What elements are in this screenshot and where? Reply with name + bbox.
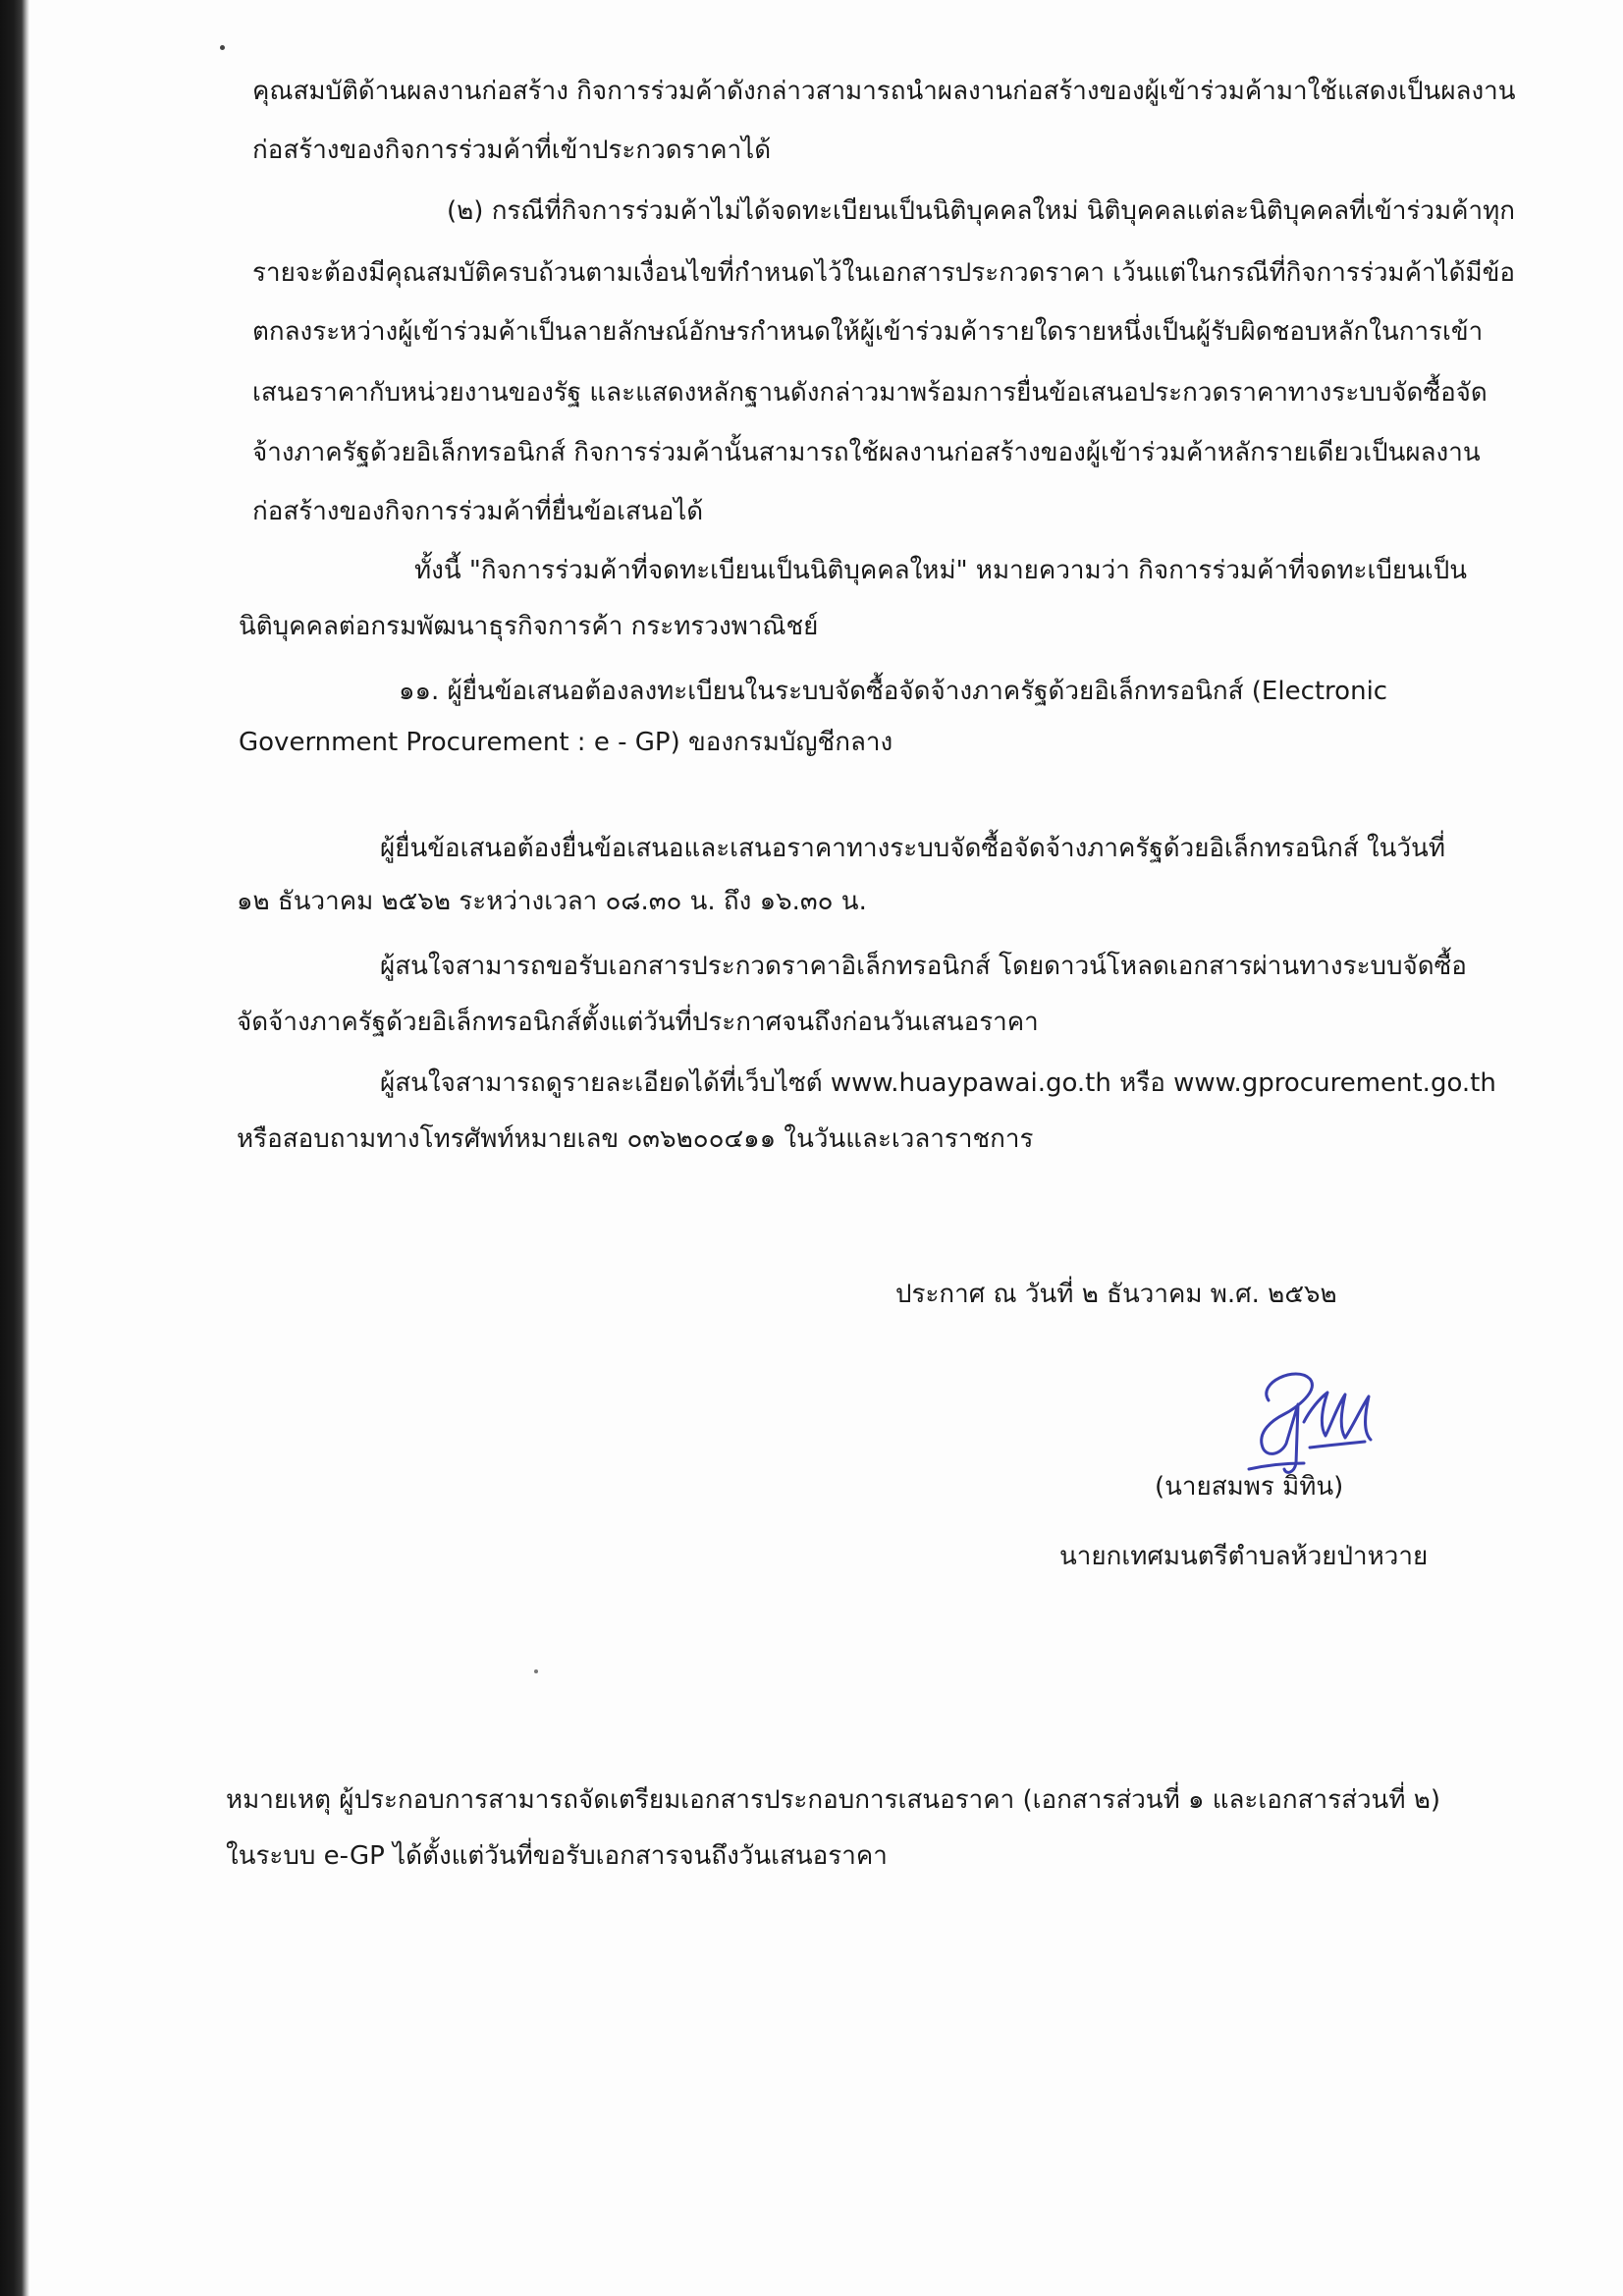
body-line: เสนอราคากับหน่วยงานของรัฐ และแสดงหลักฐานดังกล่าวมาพร้อมการยื่นข้อเสนอประกวดราคาทางระบบจัดซื้อจัด [252,378,1488,408]
body-line: นิติบุคคลต่อกรมพัฒนาธุรกิจการค้า กระทรวงพาณิชย์ [239,612,819,641]
signer-name: (นายสมพร มิทิน) [1155,1472,1344,1502]
body-line: คุณสมบัติด้านผลงานก่อสร้าง กิจการร่วมค้าดังกล่าวสามารถนำผลงานก่อสร้างของผู้เข้าร่วมค้ามาใช้แสดงเป็นผลงาน [252,77,1516,106]
body-line: ผู้สนใจสามารถดูรายละเอียดได้ที่เว็บไซต์ www.huaypawai.go.th หรือ www.gprocurement.go.th [380,1068,1496,1098]
body-line: รายจะต้องมีคุณสมบัติครบถ้วนตามเงื่อนไขที่กำหนดไว้ในเอกสารประกวดราคา เว้นแต่ในกรณีที่กิจการร่วมค้าได้มีข้อ [252,258,1516,288]
body-line: ก่อสร้างของกิจการร่วมค้าที่เข้าประกวดราคาได้ [252,136,772,165]
body-line: ผู้สนใจสามารถขอรับเอกสารประกวดราคาอิเล็กทรอนิกส์ โดยดาวน์โหลดเอกสารผ่านทางระบบจัดซื้อ [380,952,1467,981]
announce-date: ประกาศ ณ วันที่ ๒ ธันวาคม พ.ศ. ๒๕๖๒ [895,1280,1337,1309]
signature-image [1227,1353,1384,1481]
body-line: ๑๑. ผู้ยื่นข้อเสนอต้องลงทะเบียนในระบบจัดซื้อจัดจ้างภาครัฐด้วยอิเล็กทรอนิกส์ (Electronic [399,677,1388,706]
body-line: ผู้ยื่นข้อเสนอต้องยื่นข้อเสนอและเสนอราคาทางระบบจัดซื้อจัดจ้างภาครัฐด้วยอิเล็กทรอนิกส์ ในวันที่ [380,834,1445,863]
signer-position: นายกเทศมนตรีตำบลห้วยป่าหวาย [1059,1542,1429,1571]
scan-speck [534,1669,538,1673]
body-line: ๑๒ ธันวาคม ๒๕๖๒ ระหว่างเวลา ๐๘.๓๐ น. ถึง ๑๖.๓๐ น. [237,887,867,916]
body-line: จ้างภาครัฐด้วยอิเล็กทรอนิกส์ กิจการร่วมค้านั้นสามารถใช้ผลงานก่อสร้างของผู้เข้าร่วมค้าหลักรายเดียวเป็นผลงาน [252,438,1481,467]
body-line: หรือสอบถามทางโทรศัพท์หมายเลข ๐๓๖๒๐๐๔๑๑ ในวันและเวลาราชการ [237,1124,1034,1154]
body-line: (๒) กรณีที่กิจการร่วมค้าไม่ได้จดทะเบียนเป็นนิติบุคคลใหม่ นิติบุคคลแต่ละนิติบุคคลที่เข้าร่วมค้าทุก [447,196,1515,226]
scan-edge-shadow [0,0,29,2296]
note-line: ในระบบ e-GP ได้ตั้งแต่วันที่ขอรับเอกสารจนถึงวันเสนอราคา [226,1841,888,1871]
note-line: หมายเหตุ ผู้ประกอบการสามารถจัดเตรียมเอกสารประกอบการเสนอราคา (เอกสารส่วนที่ ๑ และเอกสารส่วนที่ ๒) [226,1785,1441,1815]
body-line: ก่อสร้างของกิจการร่วมค้าที่ยื่นข้อเสนอได้ [252,497,704,526]
body-line: Government Procurement : e - GP) ของกรมบัญชีกลาง [239,728,893,757]
body-line: จัดจ้างภาครัฐด้วยอิเล็กทรอนิกส์ตั้งแต่วันที่ประกาศจนถึงก่อนวันเสนอราคา [237,1008,1039,1037]
scan-speck [220,45,225,50]
body-line: ทั้งนี้ "กิจการร่วมค้าที่จดทะเบียนเป็นนิติบุคคลใหม่" หมายความว่า กิจการร่วมค้าที่จดทะเบียนเป็น [414,556,1468,585]
body-line: ตกลงระหว่างผู้เข้าร่วมค้าเป็นลายลักษณ์อักษรกำหนดให้ผู้เข้าร่วมค้ารายใดรายหนึ่งเป็นผู้รับผิดชอบหลักในการเข้า [252,317,1484,347]
